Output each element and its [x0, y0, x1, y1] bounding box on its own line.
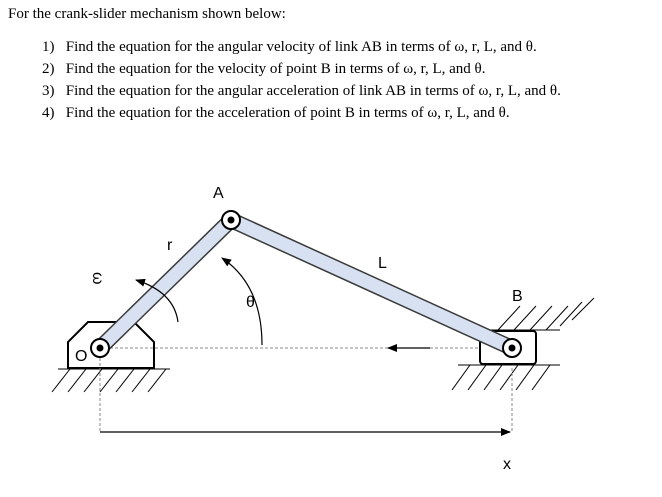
pin-joint-o-center — [97, 345, 104, 352]
question-text: Find the equation for the acceleration of point B in terms of ω, r, L, and θ. — [65, 105, 510, 121]
pin-joint-b-center — [509, 345, 516, 352]
ground-hatch-left — [52, 369, 170, 392]
label-r: r — [167, 237, 173, 254]
pin-joint-a-center — [228, 217, 235, 224]
question-text: Find the equation for the angular velocity of link AB in terms of ω, r, L, and θ. — [65, 39, 537, 55]
link-oa — [100, 220, 231, 348]
label-o: O — [75, 348, 88, 365]
link-ab — [231, 220, 512, 348]
label-b: B — [512, 288, 523, 305]
question-number: 3) — [42, 83, 55, 99]
slider-guide-top — [480, 298, 594, 330]
label-a: A — [213, 185, 224, 202]
question-number: 1) — [42, 39, 55, 55]
question-number: 2) — [42, 61, 55, 77]
label-theta: θ — [246, 294, 255, 311]
label-omega: ω — [89, 272, 106, 285]
problem-intro: For the crank-slider mechanism shown below: — [8, 6, 286, 22]
slider-guide-bottom — [452, 365, 560, 390]
question-number: 4) — [42, 105, 55, 121]
label-x: x — [503, 456, 511, 473]
question-text: Find the equation for the angular acceleration of link AB in terms of ω, r, L, and θ. — [65, 83, 561, 99]
theta-angle-arc — [222, 258, 262, 345]
label-l: L — [378, 255, 387, 272]
question-text: Find the equation for the velocity of point B in terms of ω, r, L, and θ. — [65, 61, 486, 77]
